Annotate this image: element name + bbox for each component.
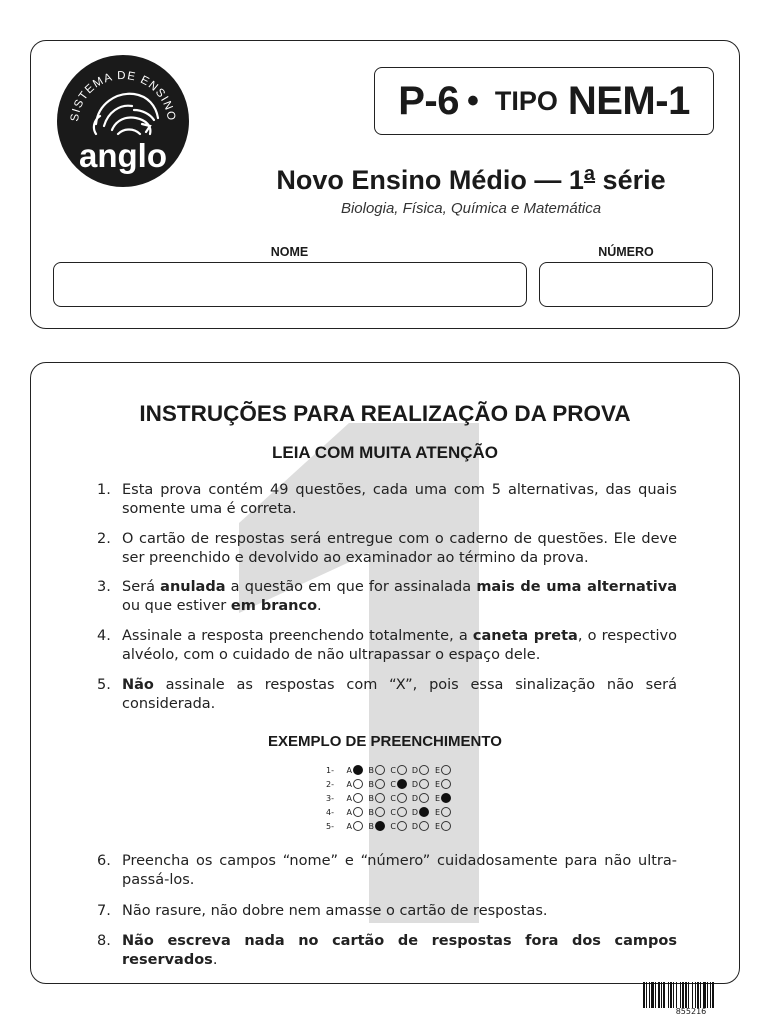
- barcode-bar: [673, 982, 674, 1008]
- example-option-letter: B: [368, 765, 374, 775]
- example-option-letter: B: [368, 779, 374, 789]
- empty-bubble-icon: [441, 765, 451, 775]
- example-option-letter: D: [411, 807, 418, 817]
- barcode-bar: [670, 982, 672, 1008]
- barcode-bar: [692, 982, 693, 1008]
- exam-code: P-6: [398, 78, 459, 123]
- empty-bubble-icon: [375, 765, 385, 775]
- barcode-bar: [646, 982, 647, 1008]
- barcode-bar: [688, 982, 689, 1008]
- example-row: [326, 791, 466, 805]
- example-option-letter: E: [434, 821, 440, 831]
- barcode-bar: [712, 982, 714, 1008]
- empty-bubble-icon: [441, 779, 451, 789]
- barcode-bar: [682, 982, 684, 1008]
- barcode-bar: [703, 982, 706, 1008]
- example-option-letter: D: [411, 821, 418, 831]
- example-option: [410, 821, 429, 831]
- example-option-letter: A: [346, 821, 352, 831]
- empty-bubble-icon: [441, 821, 451, 831]
- logo-brand: anglo: [79, 137, 167, 174]
- numero-field[interactable]: [539, 262, 713, 307]
- example-option: [432, 765, 451, 775]
- example-option: [432, 821, 451, 831]
- instructions-title: INSTRUÇÕES PARA REALIZAÇÃO DA PROVA: [139, 401, 631, 426]
- filled-bubble-icon: [353, 765, 363, 775]
- empty-bubble-icon: [375, 779, 385, 789]
- example-option-letter: D: [411, 765, 418, 775]
- empty-bubble-icon: [397, 807, 407, 817]
- barcode-bar: [655, 982, 656, 1008]
- instruction-item-6: 6. Preencha os campos “nome” e “número” cuidadosamente para não ultra-passá-los.: [97, 853, 677, 888]
- barcode-bar: [649, 982, 650, 1008]
- instruction-item-1: 1. Esta prova contém 49 questões, cada uma com 5 alternativas, das quais somente uma é correta.: [97, 482, 677, 517]
- example-option-letter: A: [346, 793, 352, 803]
- barcode-bar: [676, 982, 677, 1008]
- barcode-bar: [710, 982, 711, 1008]
- example-option-letter: A: [346, 765, 352, 775]
- empty-bubble-icon: [397, 821, 407, 831]
- example-row-number: 1-: [326, 765, 334, 775]
- barcode-bar: [685, 982, 687, 1008]
- example-option: [344, 793, 363, 803]
- example-option: [388, 779, 407, 789]
- barcode-bar: [680, 982, 681, 1008]
- empty-bubble-icon: [419, 821, 429, 831]
- filled-bubble-icon: [397, 779, 407, 789]
- empty-bubble-icon: [419, 779, 429, 789]
- example-option: [366, 821, 385, 831]
- instruction-item-5: 5. Não assinale as respostas com “X”, pois essa sinalização não será considerada.: [97, 677, 677, 712]
- numero-label: NÚMERO: [598, 245, 654, 259]
- example-option-letter: A: [346, 779, 352, 789]
- example-option-letter: B: [368, 807, 374, 817]
- example-option: [388, 807, 407, 817]
- example-option: [344, 779, 363, 789]
- exam-type-code: NEM-1: [567, 78, 690, 123]
- example-option: [344, 765, 363, 775]
- example-option: [388, 821, 407, 831]
- example-option: [366, 765, 385, 775]
- example-option-letter: E: [434, 779, 440, 789]
- anglo-logo: [56, 54, 190, 188]
- example-option-letter: E: [434, 765, 440, 775]
- nome-field[interactable]: [53, 262, 527, 307]
- filled-bubble-icon: [375, 821, 385, 831]
- example-row: [326, 777, 466, 791]
- example-option: [388, 793, 407, 803]
- example-option: [388, 765, 407, 775]
- example-row-number: 2-: [326, 779, 334, 789]
- exam-type-label: TIPO: [494, 85, 558, 116]
- instructions-subtitle: LEIA COM MUITA ATENÇÃO: [271, 443, 498, 462]
- logo-arc-text: SISTEMA DE ENSINO: [68, 69, 178, 123]
- exam-code-box: [374, 67, 714, 135]
- barcode-bar: [697, 982, 699, 1008]
- barcode-bar: [707, 982, 708, 1008]
- example-answer-grid: [326, 763, 466, 833]
- example-option: [366, 793, 385, 803]
- barcode-bar: [658, 982, 660, 1008]
- filled-bubble-icon: [441, 793, 451, 803]
- example-title: EXEMPLO DE PREENCHIMENTO: [268, 733, 502, 750]
- example-option-letter: E: [434, 793, 440, 803]
- empty-bubble-icon: [375, 793, 385, 803]
- example-option: [432, 793, 451, 803]
- example-row: [326, 763, 466, 777]
- example-row-number: 3-: [326, 793, 334, 803]
- example-option: [410, 793, 429, 803]
- empty-bubble-icon: [419, 793, 429, 803]
- empty-bubble-icon: [397, 765, 407, 775]
- empty-bubble-icon: [353, 779, 363, 789]
- header-box: [30, 40, 740, 329]
- example-row: [326, 805, 466, 819]
- example-option: [410, 765, 429, 775]
- example-option-letter: B: [368, 821, 374, 831]
- instruction-item-8: 8. Não escreva nada no cartão de respostas fora dos campos reservados.: [97, 933, 677, 968]
- example-option-letter: E: [434, 807, 440, 817]
- example-option-letter: B: [368, 793, 374, 803]
- example-option-letter: C: [390, 779, 396, 789]
- empty-bubble-icon: [353, 821, 363, 831]
- empty-bubble-icon: [353, 793, 363, 803]
- example-option-letter: D: [411, 779, 418, 789]
- empty-bubble-icon: [375, 807, 385, 817]
- example-row-number: 4-: [326, 807, 334, 817]
- instruction-item-2: 2. O cartão de respostas será entregue com o caderno de questões. Ele deve ser preenchido e devolvido ao examinador ao término da prova.: [97, 531, 677, 566]
- course-title: Novo Ensino Médio — 1$^a$ série: [276, 163, 666, 195]
- course-subjects: Biologia, Física, Química e Matemática: [340, 200, 602, 217]
- example-option-letter: C: [390, 793, 396, 803]
- nome-label: NOME: [270, 245, 309, 259]
- empty-bubble-icon: [397, 793, 407, 803]
- barcode-bar: [668, 982, 669, 1008]
- example-option-letter: C: [390, 765, 396, 775]
- example-option: [344, 807, 363, 817]
- example-option: [366, 779, 385, 789]
- example-option-letter: A: [346, 807, 352, 817]
- example-option-letter: C: [390, 807, 396, 817]
- example-option: [410, 807, 429, 817]
- barcode-bar: [651, 982, 654, 1008]
- barcode: [643, 982, 739, 1008]
- filled-bubble-icon: [419, 807, 429, 817]
- example-option-letter: D: [411, 793, 418, 803]
- instruction-item-7: 7. Não rasure, não dobre nem amasse o cartão de respostas.: [97, 903, 548, 919]
- example-row-number: 5-: [326, 821, 334, 831]
- example-row: [326, 819, 466, 833]
- example-option: [432, 779, 451, 789]
- barcode-bar: [643, 982, 645, 1008]
- example-option: [410, 779, 429, 789]
- barcode-bar: [663, 982, 665, 1008]
- example-option-letter: C: [390, 821, 396, 831]
- barcode-bar: [661, 982, 662, 1008]
- empty-bubble-icon: [353, 807, 363, 817]
- empty-bubble-icon: [419, 765, 429, 775]
- empty-bubble-icon: [441, 807, 451, 817]
- instruction-item-4: 4. Assinale a resposta preenchendo totalmente, a caneta preta, o respectivo alvéolo, com o cuidado de não ultrapassar o espaço dele.: [97, 628, 677, 663]
- example-option: [344, 821, 363, 831]
- example-option: [366, 807, 385, 817]
- barcode-number: 855216: [675, 1007, 707, 1016]
- barcode-bar: [695, 982, 696, 1008]
- instructions-box: [30, 362, 740, 984]
- barcode-bar: [700, 982, 701, 1008]
- exam-separator: •: [466, 81, 479, 120]
- example-option: [432, 807, 451, 817]
- instruction-item-3: 3. Será anulada a questão em que for assinalada mais de uma alternativa ou que estiver em branco.: [97, 579, 677, 614]
